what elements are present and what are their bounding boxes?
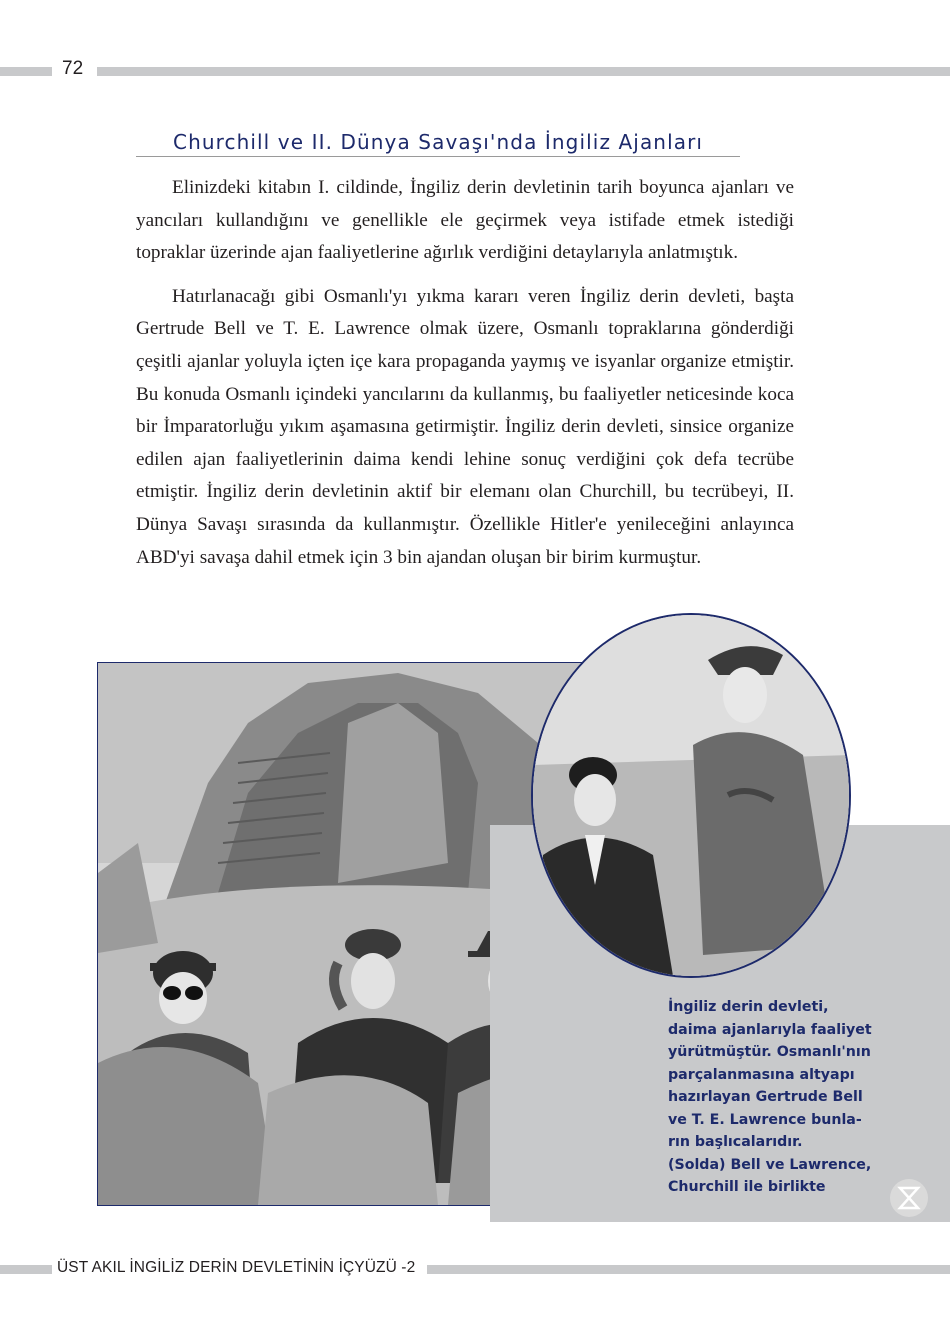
footer-book-title: ÜST AKIL İNGİLİZ DERİN DEVLETİNİN İÇYÜZÜ -2 — [57, 1259, 416, 1276]
title-underline — [136, 156, 740, 157]
footer-bar-left — [0, 1265, 52, 1274]
page-number: 72 — [62, 58, 84, 79]
caption-line: hazırlayan Gertrude Bell — [668, 1089, 863, 1105]
figure-caption — [668, 996, 888, 1199]
caption-line: İngiliz derin devleti, — [668, 999, 829, 1015]
section-title: Churchill ve II. Dünya Savaşı'nda İngiliz Ajanları — [173, 130, 704, 154]
caption-line: daima ajanlarıyla faaliyet — [668, 1021, 872, 1038]
body-text — [136, 172, 794, 585]
caption-line: rın başlıcalarıdır. — [668, 1134, 803, 1150]
footer-bar-right — [427, 1265, 950, 1274]
header-bar-right — [97, 67, 950, 76]
caption-line: yürütmüştür. Osmanlı'nın — [668, 1044, 871, 1060]
caption-line: (Solda) Bell ve Lawrence, — [668, 1156, 872, 1173]
caption-line: parçalanmasına altyapı — [668, 1066, 855, 1083]
photo-bell-lawrence — [531, 613, 851, 978]
header-bar-left — [0, 67, 52, 76]
caption-line: Churchill ile birlikte — [668, 1179, 826, 1195]
paragraph-1: Elinizdeki kitabın I. cildinde, İngiliz derin devletinin tarih boyunca ajanları ve yancıları kullandığını ve genellikle ele geçirmek veya istifade etmek istediği topraklar üzerinde ajan faaliyetlerine ağırlık verdiğini detaylarıyla anlatmıştık. — [136, 177, 794, 264]
caption-line: ve T. E. Lawrence bunla- — [668, 1111, 862, 1128]
watermark-logo-icon — [889, 1178, 929, 1218]
paragraph-2: Hatırlanacağı gibi Osmanlı'yı yıkma kararı veren İngiliz derin devleti, başta Gertrude Bell ve T. E. Lawrence olmak üzere, Osmanlı topraklarına gönderdiği çeşitli ajanlar yoluyla içten içe kara propaganda yaymış ve isyanlar organize etmiştir. Bu konuda Osmanlı içindeki yancılarını da kullanmış, bu faaliyetler neticesinde koca bir İmparatorluğu yıkım aşamasına getirmiştir. İngiliz derin devleti, sinsice organize edilen ajan faaliyetlerinin daima kendi lehine sonuç verdiğini çok defa tecrübe etmiştir. İngiliz derin devletinin aktif bir elemanı olan Churchill, bu tecrübeyi, II. Dünya Savaşı sırasında da kullanmıştır. Özellikle Hitler'e yenileceğini anlayınca ABD'yi savaşa dahil etmek için 3 bin ajandan oluşan bir birim kurmuştur. — [136, 285, 794, 568]
